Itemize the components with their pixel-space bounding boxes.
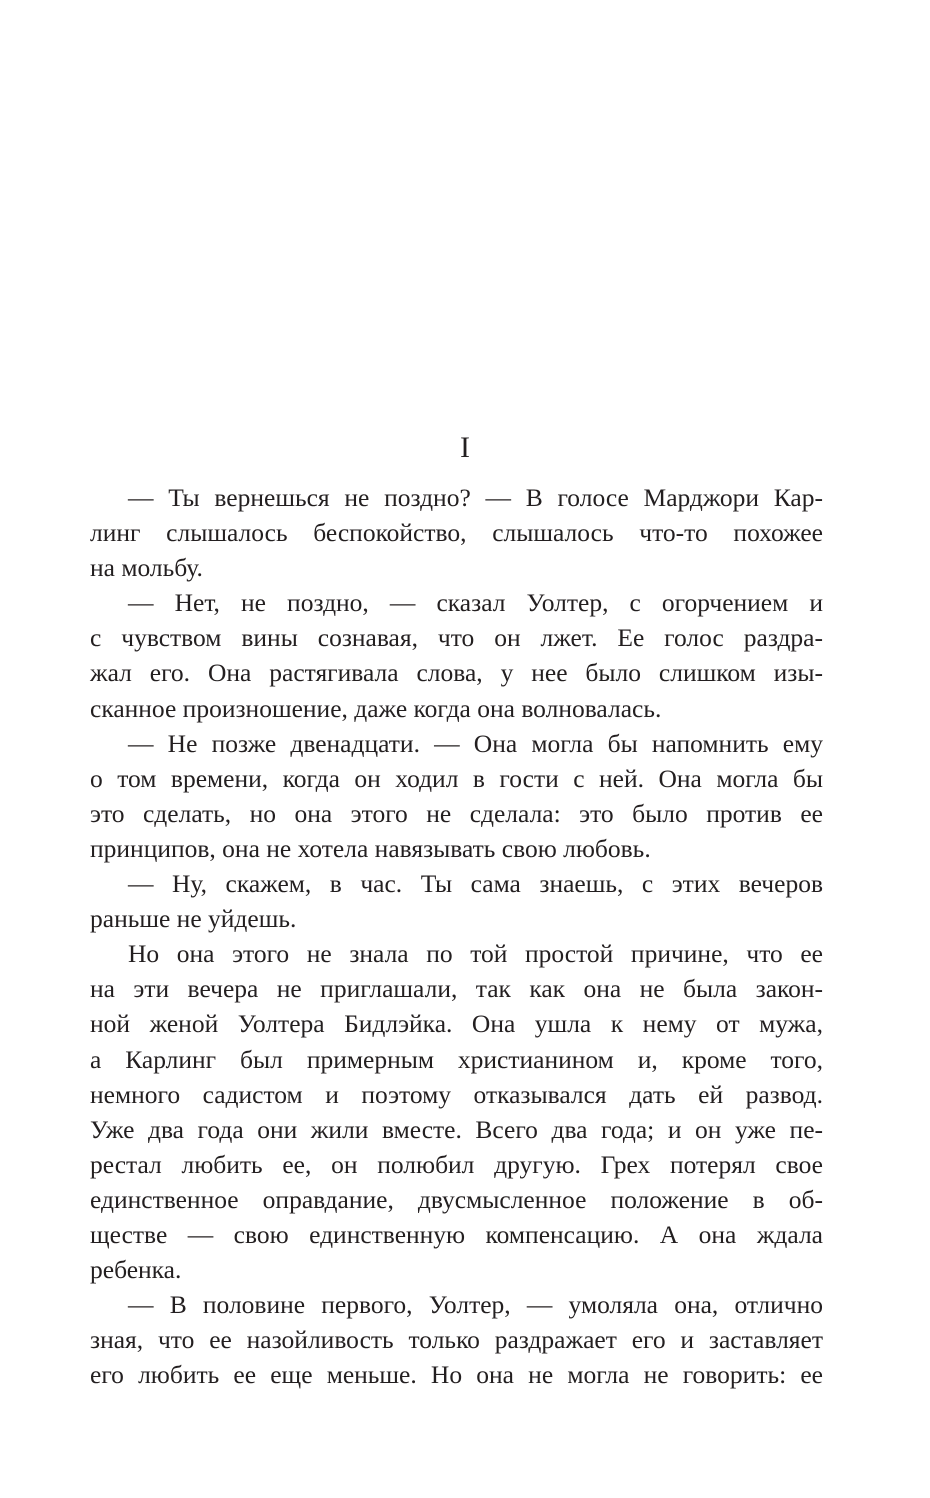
text-line: с чувством вины сознавая, что он лжет. Ее голос раздра- bbox=[90, 623, 823, 653]
text-line: ществе — свою единственную компенсацию. А она ждала bbox=[90, 1219, 823, 1249]
text-line: раньше не уйдешь. bbox=[90, 904, 297, 934]
text-line: о том времени, когда он ходил в гости с ней. Она могла бы bbox=[90, 763, 823, 793]
text-line: на мольбу. bbox=[90, 553, 203, 583]
text-line: его любить ее еще меньше. Но она не могла не говорить: ее bbox=[90, 1360, 823, 1390]
text-line: а Карлинг был примерным христианином и, кроме того, bbox=[90, 1044, 823, 1074]
text-line: ребенка. bbox=[90, 1255, 182, 1285]
text-line: на эти вечера не приглашали, так как она не была закон- bbox=[90, 974, 823, 1004]
text-line: — Не позже двенадцати. — Она могла бы напомнить ему bbox=[128, 728, 823, 758]
text-line: сканное произношение, даже когда она волновалась. bbox=[90, 693, 662, 723]
text-line: ной женой Уолтера Бидлэйка. Она ушла к нему от мужа, bbox=[90, 1009, 823, 1039]
text-line: это сделать, но она этого не сделала: это было против ее bbox=[90, 798, 823, 828]
text-line: — Ты вернешься не поздно? — В голосе Марджори Кар- bbox=[128, 483, 823, 512]
text-line: Но она этого не знала по той простой причине, что ее bbox=[128, 939, 823, 969]
text-line: немного садистом и поэтому отказывался дать ей развод. bbox=[90, 1079, 823, 1109]
text-line: — Нет, не поздно, — сказал Уолтер, с огорчением и bbox=[128, 588, 823, 618]
text-line: — Ну, скажем, в час. Ты сама знаешь, с этих вечеров bbox=[128, 869, 823, 899]
text-line: Уже два года они жили вместе. Всего два года; и он уже пе- bbox=[90, 1114, 823, 1144]
text-line: — В половине первого, Уолтер, — умоляла она, отлично bbox=[128, 1290, 823, 1320]
text-body bbox=[90, 480, 823, 1392]
text-line: рестал любить ее, он полюбил другую. Грех потерял свое bbox=[90, 1149, 823, 1179]
text-line: жал его. Она растягивала слова, у нее было слишком изы- bbox=[90, 658, 823, 688]
text-line: принципов, она не хотела навязывать свою любовь. bbox=[90, 833, 651, 863]
text-line: зная, что ее назойливость только раздражает его и заставляет bbox=[90, 1325, 823, 1355]
text-line: линг слышалось беспокойство, слышалось что-то похожее bbox=[90, 518, 823, 548]
text-line: единственное оправдание, двусмысленное положение в об- bbox=[90, 1184, 823, 1214]
chapter-heading: I bbox=[460, 431, 470, 464]
